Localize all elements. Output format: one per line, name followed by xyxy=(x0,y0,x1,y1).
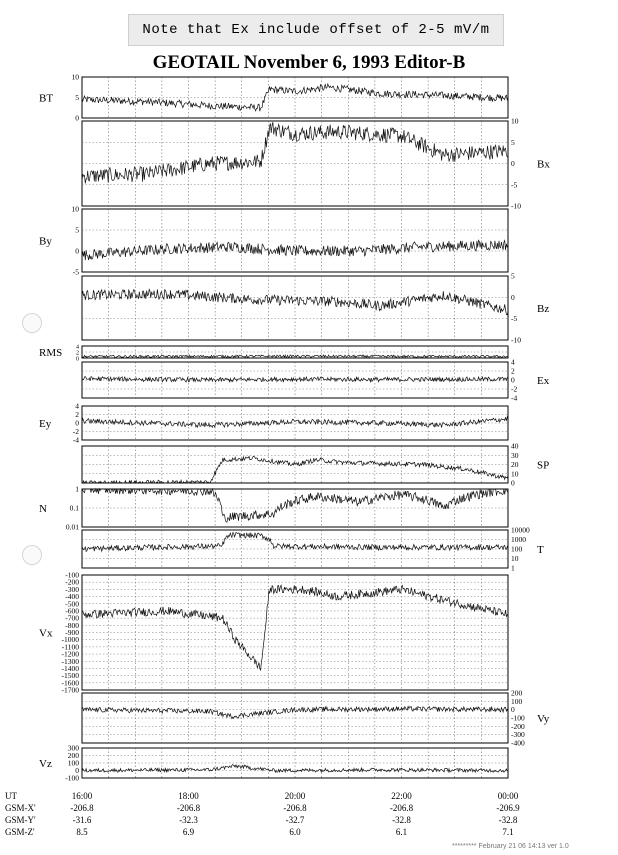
tick-label: 200 xyxy=(67,751,79,760)
tick-label: -300 xyxy=(511,730,525,740)
panel-label: By xyxy=(39,235,52,248)
axis-value: 18:00 xyxy=(178,791,199,801)
axis-value: 6.1 xyxy=(395,827,408,837)
panel-label: Vz xyxy=(39,758,52,770)
tick-label: 10 xyxy=(511,116,519,126)
axis-value: -32.3 xyxy=(179,815,198,825)
panel-label: T xyxy=(537,544,544,556)
tick-label: 0 xyxy=(511,705,515,715)
panel-label: RMS xyxy=(39,347,63,359)
tick-label: -4 xyxy=(72,435,79,445)
tick-label: 100 xyxy=(67,758,79,768)
panel-label: Ey xyxy=(39,418,52,430)
axis-value: 00:00 xyxy=(497,791,519,801)
panel-label: Bx xyxy=(537,158,550,171)
axis-value: -206.8 xyxy=(70,803,94,813)
panel-bz xyxy=(82,276,508,340)
tick-label: 5 xyxy=(75,93,79,102)
tick-label: 0 xyxy=(76,356,79,363)
tick-label: -1300 xyxy=(61,656,79,666)
series-line xyxy=(82,240,508,260)
tick-label: -1100 xyxy=(61,642,79,652)
tick-label: -100 xyxy=(511,713,525,723)
tick-label: 100 xyxy=(511,544,523,554)
panel-bt xyxy=(82,77,508,118)
tick-label: -10 xyxy=(511,335,521,345)
panel-label: BT xyxy=(39,92,54,105)
panel-vx xyxy=(82,575,508,690)
tick-label: -200 xyxy=(65,577,79,587)
axis-value: 16:00 xyxy=(71,791,93,801)
axis-value: -206.8 xyxy=(283,803,307,813)
tick-label: -100 xyxy=(65,773,79,783)
tick-label: 1 xyxy=(75,484,79,494)
tick-label: 10 xyxy=(511,469,519,479)
axis-row-label: UT xyxy=(5,791,17,801)
axis-value: 6.9 xyxy=(182,827,195,837)
panel-label: Bz xyxy=(537,303,550,315)
panel-vz xyxy=(82,748,508,778)
panel-vy xyxy=(82,693,508,743)
series-line xyxy=(82,417,508,428)
tick-label: -900 xyxy=(65,628,79,637)
tick-label: 40 xyxy=(511,441,519,451)
axis-value: -206.9 xyxy=(496,803,520,813)
tick-label: -500 xyxy=(65,599,79,609)
footer-stamp: ********* February 21 06 14:13 ver 1.0 xyxy=(452,843,569,850)
tick-label: -400 xyxy=(511,738,525,748)
tick-label: 0 xyxy=(75,113,79,123)
axis-value: -32.8 xyxy=(498,815,518,825)
axis-value: 22:00 xyxy=(391,791,412,801)
tick-label: 2 xyxy=(75,410,79,419)
axis-value: 20:00 xyxy=(284,791,306,801)
tick-label: -2 xyxy=(72,427,79,436)
axis-value: -32.7 xyxy=(285,815,305,825)
tick-label: 100 xyxy=(511,696,523,706)
tick-label: 5 xyxy=(511,271,515,281)
panel-label: Vy xyxy=(537,713,550,725)
tick-label: -600 xyxy=(65,606,79,616)
tick-label: -400 xyxy=(65,592,79,602)
tick-label: 10000 xyxy=(511,525,530,535)
tick-label: 0 xyxy=(75,246,79,256)
page-title: GEOTAIL November 6, 1993 Editor-B xyxy=(152,52,466,73)
tick-label: -5 xyxy=(72,267,79,277)
tick-label: 0 xyxy=(511,159,515,168)
tick-label: -4 xyxy=(511,393,518,403)
tick-label: 0 xyxy=(511,478,515,488)
axis-value: 7.1 xyxy=(502,827,514,837)
panel-label: Vx xyxy=(39,627,53,640)
tick-label: -700 xyxy=(65,613,79,623)
tick-label: 10 xyxy=(71,72,79,82)
series-line xyxy=(82,289,508,314)
tick-label: 2 xyxy=(511,366,515,376)
tick-label: 0.1 xyxy=(69,503,79,513)
tick-label: 10 xyxy=(511,554,519,563)
tick-label: -1500 xyxy=(61,671,79,681)
axis-value: -206.8 xyxy=(389,803,414,813)
tick-label: -300 xyxy=(65,584,79,594)
panel-t xyxy=(82,530,508,568)
tick-label: 0 xyxy=(511,375,515,385)
tick-label: 2 xyxy=(76,350,79,357)
tick-label: -10 xyxy=(511,201,521,211)
tick-label: -100 xyxy=(65,570,79,580)
axis-row-label: GSM-X' xyxy=(5,803,36,813)
axis-value: 6.0 xyxy=(289,827,301,837)
tick-label: 5 xyxy=(75,225,79,235)
panel-label: N xyxy=(39,503,47,515)
tick-label: 200 xyxy=(511,688,523,698)
tick-label: -1600 xyxy=(61,678,79,688)
tick-label: 4 xyxy=(75,401,79,411)
panel-sp xyxy=(82,446,508,483)
tick-label: 10 xyxy=(71,204,79,214)
panel-bx xyxy=(82,121,508,206)
axis-row-label: GSM-Y' xyxy=(5,815,36,825)
panel-rms xyxy=(82,346,508,358)
panel-ex xyxy=(82,362,508,398)
tick-label: -5 xyxy=(511,180,518,190)
axis-value: -31.6 xyxy=(72,815,92,825)
axis-row-label: GSM-Z' xyxy=(5,827,35,837)
tick-label: -5 xyxy=(511,314,518,324)
tick-label: 1000 xyxy=(511,535,526,544)
panel-label: Ex xyxy=(537,375,550,387)
panel-by xyxy=(82,209,508,272)
tick-label: -800 xyxy=(65,620,79,630)
axis-value: -206.8 xyxy=(176,803,201,813)
tick-label: -1700 xyxy=(61,685,79,695)
axis-value: 8.5 xyxy=(76,827,88,837)
tick-label: 0.01 xyxy=(65,522,79,532)
note-text: Note that Ex include offset of 2-5 mV/m xyxy=(142,22,490,38)
tick-label: -200 xyxy=(511,721,525,731)
tick-label: 1 xyxy=(511,563,515,573)
tick-label: 30 xyxy=(511,450,519,460)
tick-label: -2 xyxy=(511,384,518,394)
panel-n xyxy=(82,489,508,527)
tick-label: 4 xyxy=(511,357,515,367)
panel-ey xyxy=(82,406,508,440)
tick-label: 300 xyxy=(67,743,79,753)
tick-label: 0 xyxy=(75,766,79,775)
tick-label: -1400 xyxy=(61,663,79,673)
panel-label: SP xyxy=(537,459,550,472)
tick-label: -1200 xyxy=(61,649,79,659)
tick-label: 20 xyxy=(511,460,519,469)
tick-label: -1000 xyxy=(61,635,79,645)
tick-label: 4 xyxy=(76,344,79,351)
axis-value: -32.8 xyxy=(392,815,411,825)
tick-label: 0 xyxy=(511,292,515,302)
tick-label: 5 xyxy=(511,137,515,147)
tick-label: 0 xyxy=(75,418,79,428)
